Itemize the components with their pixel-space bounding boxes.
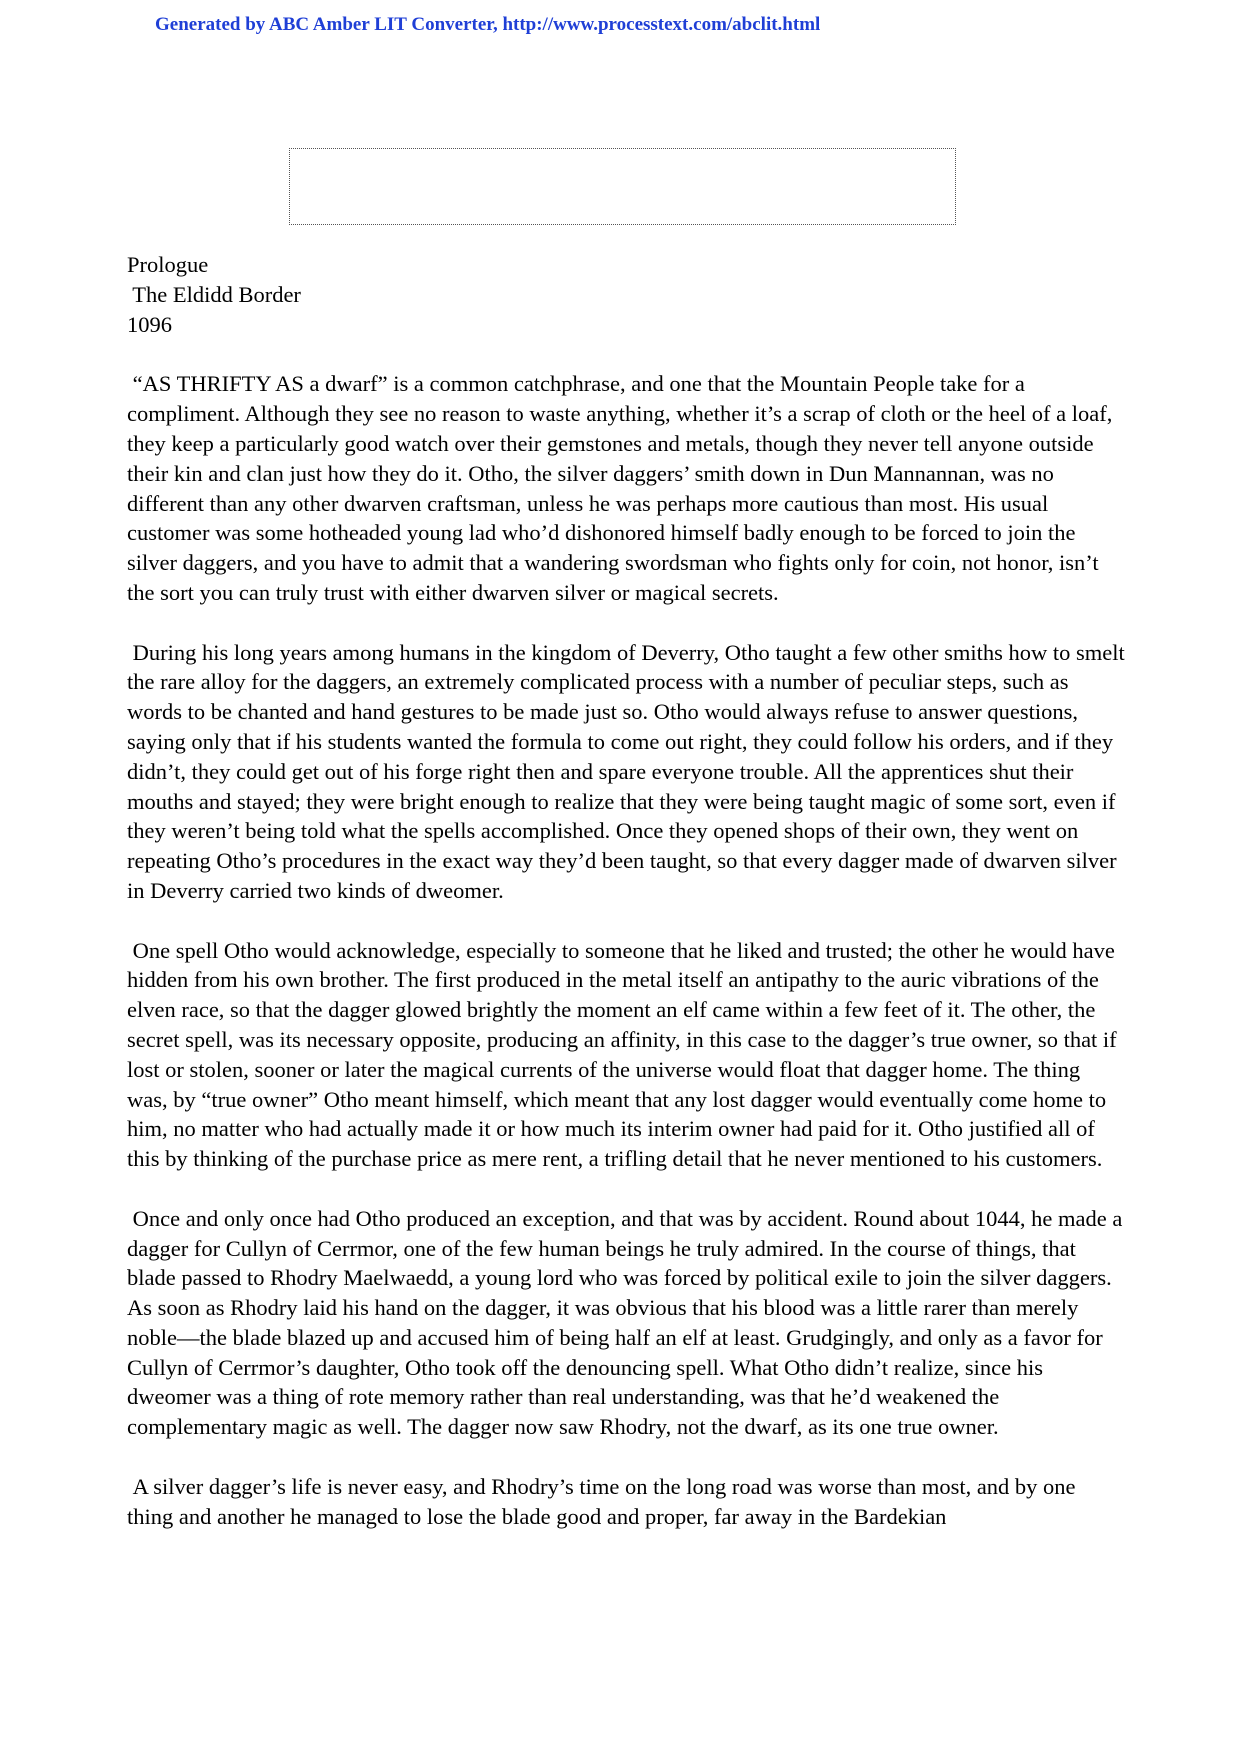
paragraph-5: A silver dagger’s life is never easy, and Rhodry’s time on the long road was worse than most, and by one thing and another he managed to lose the blade good and proper, far away in the Bardekian [127, 1473, 1082, 1529]
paragraph-2: During his long years among humans in the kingdom of Deverry, Otho taught a few other smiths how to smelt the rare alloy for the daggers, an extremely complicated process with a number of peculiar steps, such as words to be chanted and hand gestures to be made just so. Otho would always refuse to answer questions, saying only that if his students wanted the formula to come out right, they could follow his orders, and if they didn’t, they could get out of his forge right then and spare everyone trouble. All the apprentices shut their mouths and stayed; they were bright enough to realize that they were being taught magic of some sort, even if they weren’t being told what the spells accomplished. Once they opened shops of their own, they went on repeating Otho’s procedures in the exact way they’d been taught, so that every dagger made of dwarven silver in Deverry carried two kinds of dweomer. [127, 639, 1131, 903]
chapter-title: Prologue [127, 252, 209, 277]
converter-banner: Generated by ABC Amber LIT Converter, http://www.processtext.com/abclit.html [155, 14, 821, 35]
image-placeholder-frame [289, 148, 956, 225]
location-line: The Eldidd Border [127, 281, 301, 307]
paragraph-3: One spell Otho would acknowledge, especially to someone that he liked and trusted; the other he would have hidden from his own brother. The first produced in the metal itself an antipathy to the auric vibrations of the elven race, so that the dagger glowed brightly the moment an elf came within a few feet of it. The other, the secret spell, was its necessary opposite, producing an affinity, in this case to the dagger’s true owner, so that if lost or stolen, sooner or later the magical currents of the universe would float that dagger home. The thing was, by “true owner” Otho meant himself, which meant that any lost dagger would eventually come home to him, no matter who had actually made it or how much its interim owner had paid for it. Otho justified all of this by thinking of the purchase price as mere rent, a trifling detail that he never mentioned to his customers. [127, 937, 1123, 1172]
paragraph-1: “AS THRIFTY AS a dwarf” is a common catchphrase, and one that the Mountain People take for a compliment. Although they see no reason to waste anything, whether it’s a scrap of cloth or the heel of a loaf, they keep a particularly good watch over their gemstones and metals, though they never tell anyone outside their kin and clan just how they do it. Otho, the silver daggers’ smith down in Dun Mannannan, was no different than any other dwarven craftsman, unless he was perhaps more cautious than most. His usual customer was some hotheaded young lad who’d dishonored himself badly enough to be forced to join the silver daggers, and you have to admit that a wandering swordsman who fights only for coin, not honor, isn’t the sort you can truly trust with either dwarven silver or magical secrets. [127, 371, 1118, 605]
paragraph-4: Once and only once had Otho produced an exception, and that was by accident. Round about 1044, he made a dagger for Cullyn of Cerrmor, one of the few human beings he truly admired. In the course of things, that blade passed to Rhodry Maelwaedd, a young lord who was forced by political exile to join the silver daggers. As soon as Rhodry laid his hand on the dagger, it was obvious that his blood was a little rarer than merely noble—the blade blazed up and accused him of being half an elf at least. Grudgingly, and only as a favor for Cullyn of Cerrmor’s daughter, Otho took off the denouncing spell. What Otho didn’t realize, since his dweomer was a thing of rote memory rather than real understanding, was that he’d weakened the complementary magic as well. The dagger now saw Rhodry, not the dwarf, as its one true owner. [127, 1205, 1128, 1440]
document-body [127, 250, 1131, 1561]
location-heading [127, 280, 1125, 340]
year-line: 1096 [127, 311, 172, 337]
